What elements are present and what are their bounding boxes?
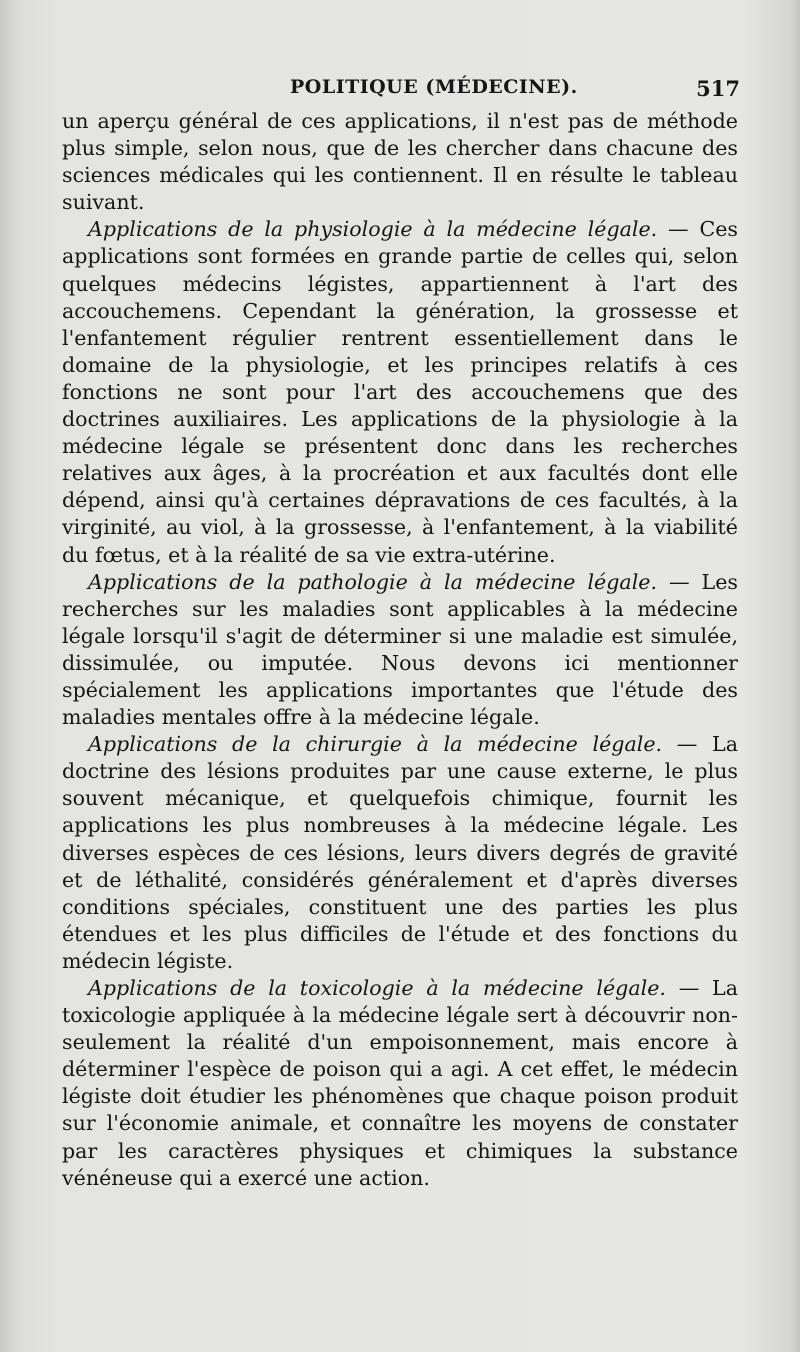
paragraph-intro xyxy=(62,108,738,216)
body-text xyxy=(62,108,738,1192)
section-heading: Applications de la toxicologie à la médecine légale. xyxy=(88,976,666,1000)
section-heading: Applications de la chirurgie à la médecine légale. xyxy=(88,732,663,757)
section-heading: Applications de la physiologie à la médecine légale. xyxy=(88,217,658,242)
paragraph-text: — La doctrine des lésions produites par une cause externe, le plus souvent mécanique, et quelquefois chimique, fournit les applications les plus nombreuses à la médecine légale. Les diverses espèces de ces lésions, leurs divers degrés de gravité et de léthalité, considérés généralement et d'après diverses conditions spéciales, constituent une des parties les plus étendues et les plus difficiles de l'étude et des fonctions du médecin légiste. xyxy=(62,732,738,973)
paragraph-text: — Ces applications sont formées en grande partie de celles qui, selon quelques médecins légistes, appartiennent à l'art des accouchemens. Cependant la génération, la grossesse et l'enfantement régulier rentrent essentiellement dans le domaine de la physiologie, et les principes relatifs à ces fonctions ne sont pour l'art des accouchemens que des doctrines auxiliaires. Les applications de la physiologie à la médecine légale se présentent donc dans les recherches relatives aux âges, à la procréation et aux facultés dont elle dépend, ainsi qu'à certaines dépravations de ces facultés, à la virginité, au viol, à la grossesse, à l'enfantement, à la viabilité du fœtus, et à la réalité de sa vie extra-utérine. xyxy=(62,217,738,567)
paragraph-chirurgie xyxy=(62,731,738,975)
section-heading: Applications de la pathologie à la médecine légale. xyxy=(88,569,658,594)
paragraph-physiologie xyxy=(62,216,738,568)
paragraph-text: un aperçu général de ces applications, il n'est pas de méthode plus simple, selon nous, que de les chercher dans chacune des sciences médicales qui les contiennent. Il en résulte le tableau suivant. xyxy=(62,109,738,215)
paragraph-text: — Les recherches sur les maladies sont applicables à la médecine légale lorsqu'il s'agit de déterminer si une maladie est simulée, dissimulée, ou imputée. Nous devons ici mentionner spécialement les applications importantes que l'étude des maladies mentales offre à la médecine légale. xyxy=(62,569,738,730)
page-header xyxy=(62,76,740,106)
paragraph-toxicologie xyxy=(62,975,738,1192)
paragraph-text: — La toxicologie appliquée à la médecine légale sert à découvrir non-seulement la réalité d'un empoisonnement, mais encore à déterminer l'espèce de poison qui a agi. A cet effet, le médecin légiste doit étudier les phénomènes que chaque poison produit sur l'économie animale, et connaître les moyens de constater par les caractères physiques et chimiques la substance vénéneuse qui a exercé une action. xyxy=(62,976,738,1190)
running-title: POLITIQUE (MÉDECINE). xyxy=(290,76,578,98)
page-number: 517 xyxy=(696,76,740,101)
paragraph-pathologie xyxy=(62,569,738,732)
